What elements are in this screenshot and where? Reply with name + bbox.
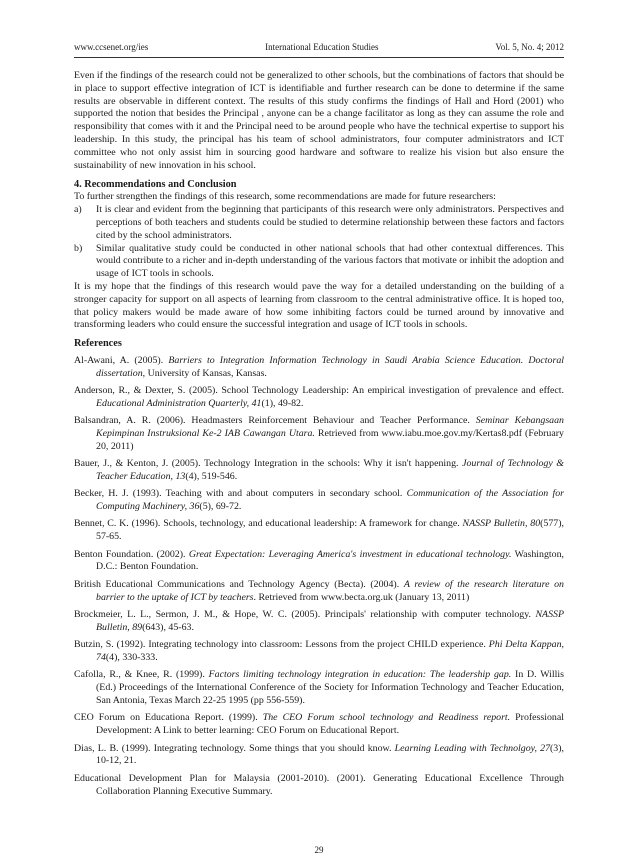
page-body [74, 70, 564, 798]
page-number: 29 [314, 845, 324, 855]
list-label: a) [74, 204, 82, 216]
header-volume: Vol. 5, No. 4; 2012 [495, 42, 564, 52]
reference-entry: Al-Awani, A. (2005). Barriers to Integration Information Technology in Saudi Arabia Science Education. Doctoral dissertation, University of Kansas, Kansas. [74, 354, 564, 379]
list-label: b) [74, 242, 83, 254]
header-journal-title: International Education Studies [265, 42, 379, 52]
reference-entry: Balsandran, A. R. (2006). Headmasters Reinforcement Behaviour and Teacher Performance. Seminar Kebangsaan Kepimpinan Instruksional Ke-2 IAB Cawangan Utara. Retrieved from www.iabu.moe.gov.my/Kertas8.pdf (February 20, 2011) [74, 415, 564, 452]
reference-entry: Educational Development Plan for Malaysia (2001-2010). (2001). Generating Educational Excellence Through Collaboration Planning Executive Summary. [74, 772, 564, 797]
recommendation-item [74, 204, 564, 242]
header-divider [74, 57, 564, 58]
reference-entry: Dias, L. B. (1999). Integrating technology. Some things that you should know. Learning Leading with Technolgoy, 27(3), 10-12, 21. [74, 742, 564, 767]
reference-entry: Benton Foundation. (2002). Great Expectation: Leveraging America's investment in educational technology. Washington, D.C.: Benton Foundation. [74, 548, 564, 573]
reference-entry: Cafolla, R., & Knee, R. (1999). Factors limiting technology integration in education: The leadership gap. In D. Willis (Ed.) Proceedings of the International Conference of the Society for Information Technology and Teacher Education, San Antonia, Texas March 22-25 1995 (pp 556-559). [74, 669, 564, 706]
intro-paragraph: Even if the findings of the research could not be generalized to other schools, but the combinations of factors that should be in place to support effective integration of ICT is identifiable and further research can be done to determine if the same results are observable in different context. The results of this study confirms the findings of Hall and Hord (2001) who supported the notion that besides the Principal , anyone can be a change facilitator as long as they can assume the role and responsibility that comes with it and the Principal need to be around people who have the technical expertise to support his leadership. In this study, the principal has his team of school administrators, four computer administrators and ICT committee who not only assist him in sourcing good hardware and software to realize his vision but also ensure the sustainability of new innovation in his school. [74, 70, 564, 171]
reference-entry: Anderson, R., & Dexter, S. (2005). School Technology Leadership: An empirical investigation of prevalence and effect. Educational Administration Quarterly, 41(1), 49-82. [74, 384, 564, 409]
reference-entry: Bauer, J., & Kenton, J. (2005). Technology Integration in the schools: Why it isn't happening. Journal of Technology & Teacher Education, 13(4), 519-546. [74, 458, 564, 482]
running-header [74, 40, 564, 54]
reference-entry: Bennet, C. K. (1996). Schools, technology, and educational leadership: A framework for change. NASSP Bulletin, 80(577), 57-65. [74, 518, 564, 543]
reference-entry: British Educational Communications and Technology Agency (Becta). (2004). A review of the research literature on barrier to the uptake of ICT by teachers. Retrieved from www.becta.org.uk (January 13, 2011) [74, 578, 564, 603]
header-url[interactable]: www.ccsenet.org/ies [74, 42, 149, 52]
section-intro: To further strengthen the findings of this research, some recommendations are made for future researchers: [74, 191, 496, 203]
list-text: It is clear and evident from the beginning that participants of this research were only administrators. Perspectives and perceptions of both teachers and students could be studied to determine relationship between these factors and factors cited by the school administrators. [96, 204, 564, 241]
conclusion-paragraph: It is my hope that the findings of this research would pave the way for a detailed understanding on the building of a stronger capacity for support on all aspects of learning from classroom to the central administrative office. It is hoped too, that policy makers would be made aware of how some inhibiting factors could be turned around by innovative and transforming leaders who could ensure the successful integration and usage of ICT tools in schools. [74, 280, 564, 331]
reference-entry: Butzin, S. (1992). Integrating technology into classroom: Lessons from the project CHILD experience. Phi Delta Kappan, 74(4), 330-333. [74, 639, 564, 664]
reference-entry: Brockmeier, L. L., Sermon, J. M., & Hope, W. C. (2005). Principals' relationship with computer technology. NASSP Bulletin, 89(643), 45-63. [74, 609, 564, 633]
references-heading: References [74, 338, 122, 350]
reference-entry: Becker, H. J. (1993). Teaching with and about computers in secondary school. Communication of the Association for Computing Machinery, 36(5), 69-72. [74, 488, 564, 513]
section-heading: 4. Recommendations and Conclusion [74, 179, 237, 191]
list-text: Similar qualitative study could be conducted in other national schools that had other contextual differences. This would contribute to a richer and in-depth understanding of the various factors that motivate or inhibit the adoption and usage of ICT tools in schools. [96, 242, 564, 280]
reference-entry: CEO Forum on Educationa Report. (1999). The CEO Forum school technology and Readiness report. Professional Development: A Link to better learning: CEO Forum on Educational Report. [74, 712, 564, 737]
recommendation-item [74, 243, 564, 281]
